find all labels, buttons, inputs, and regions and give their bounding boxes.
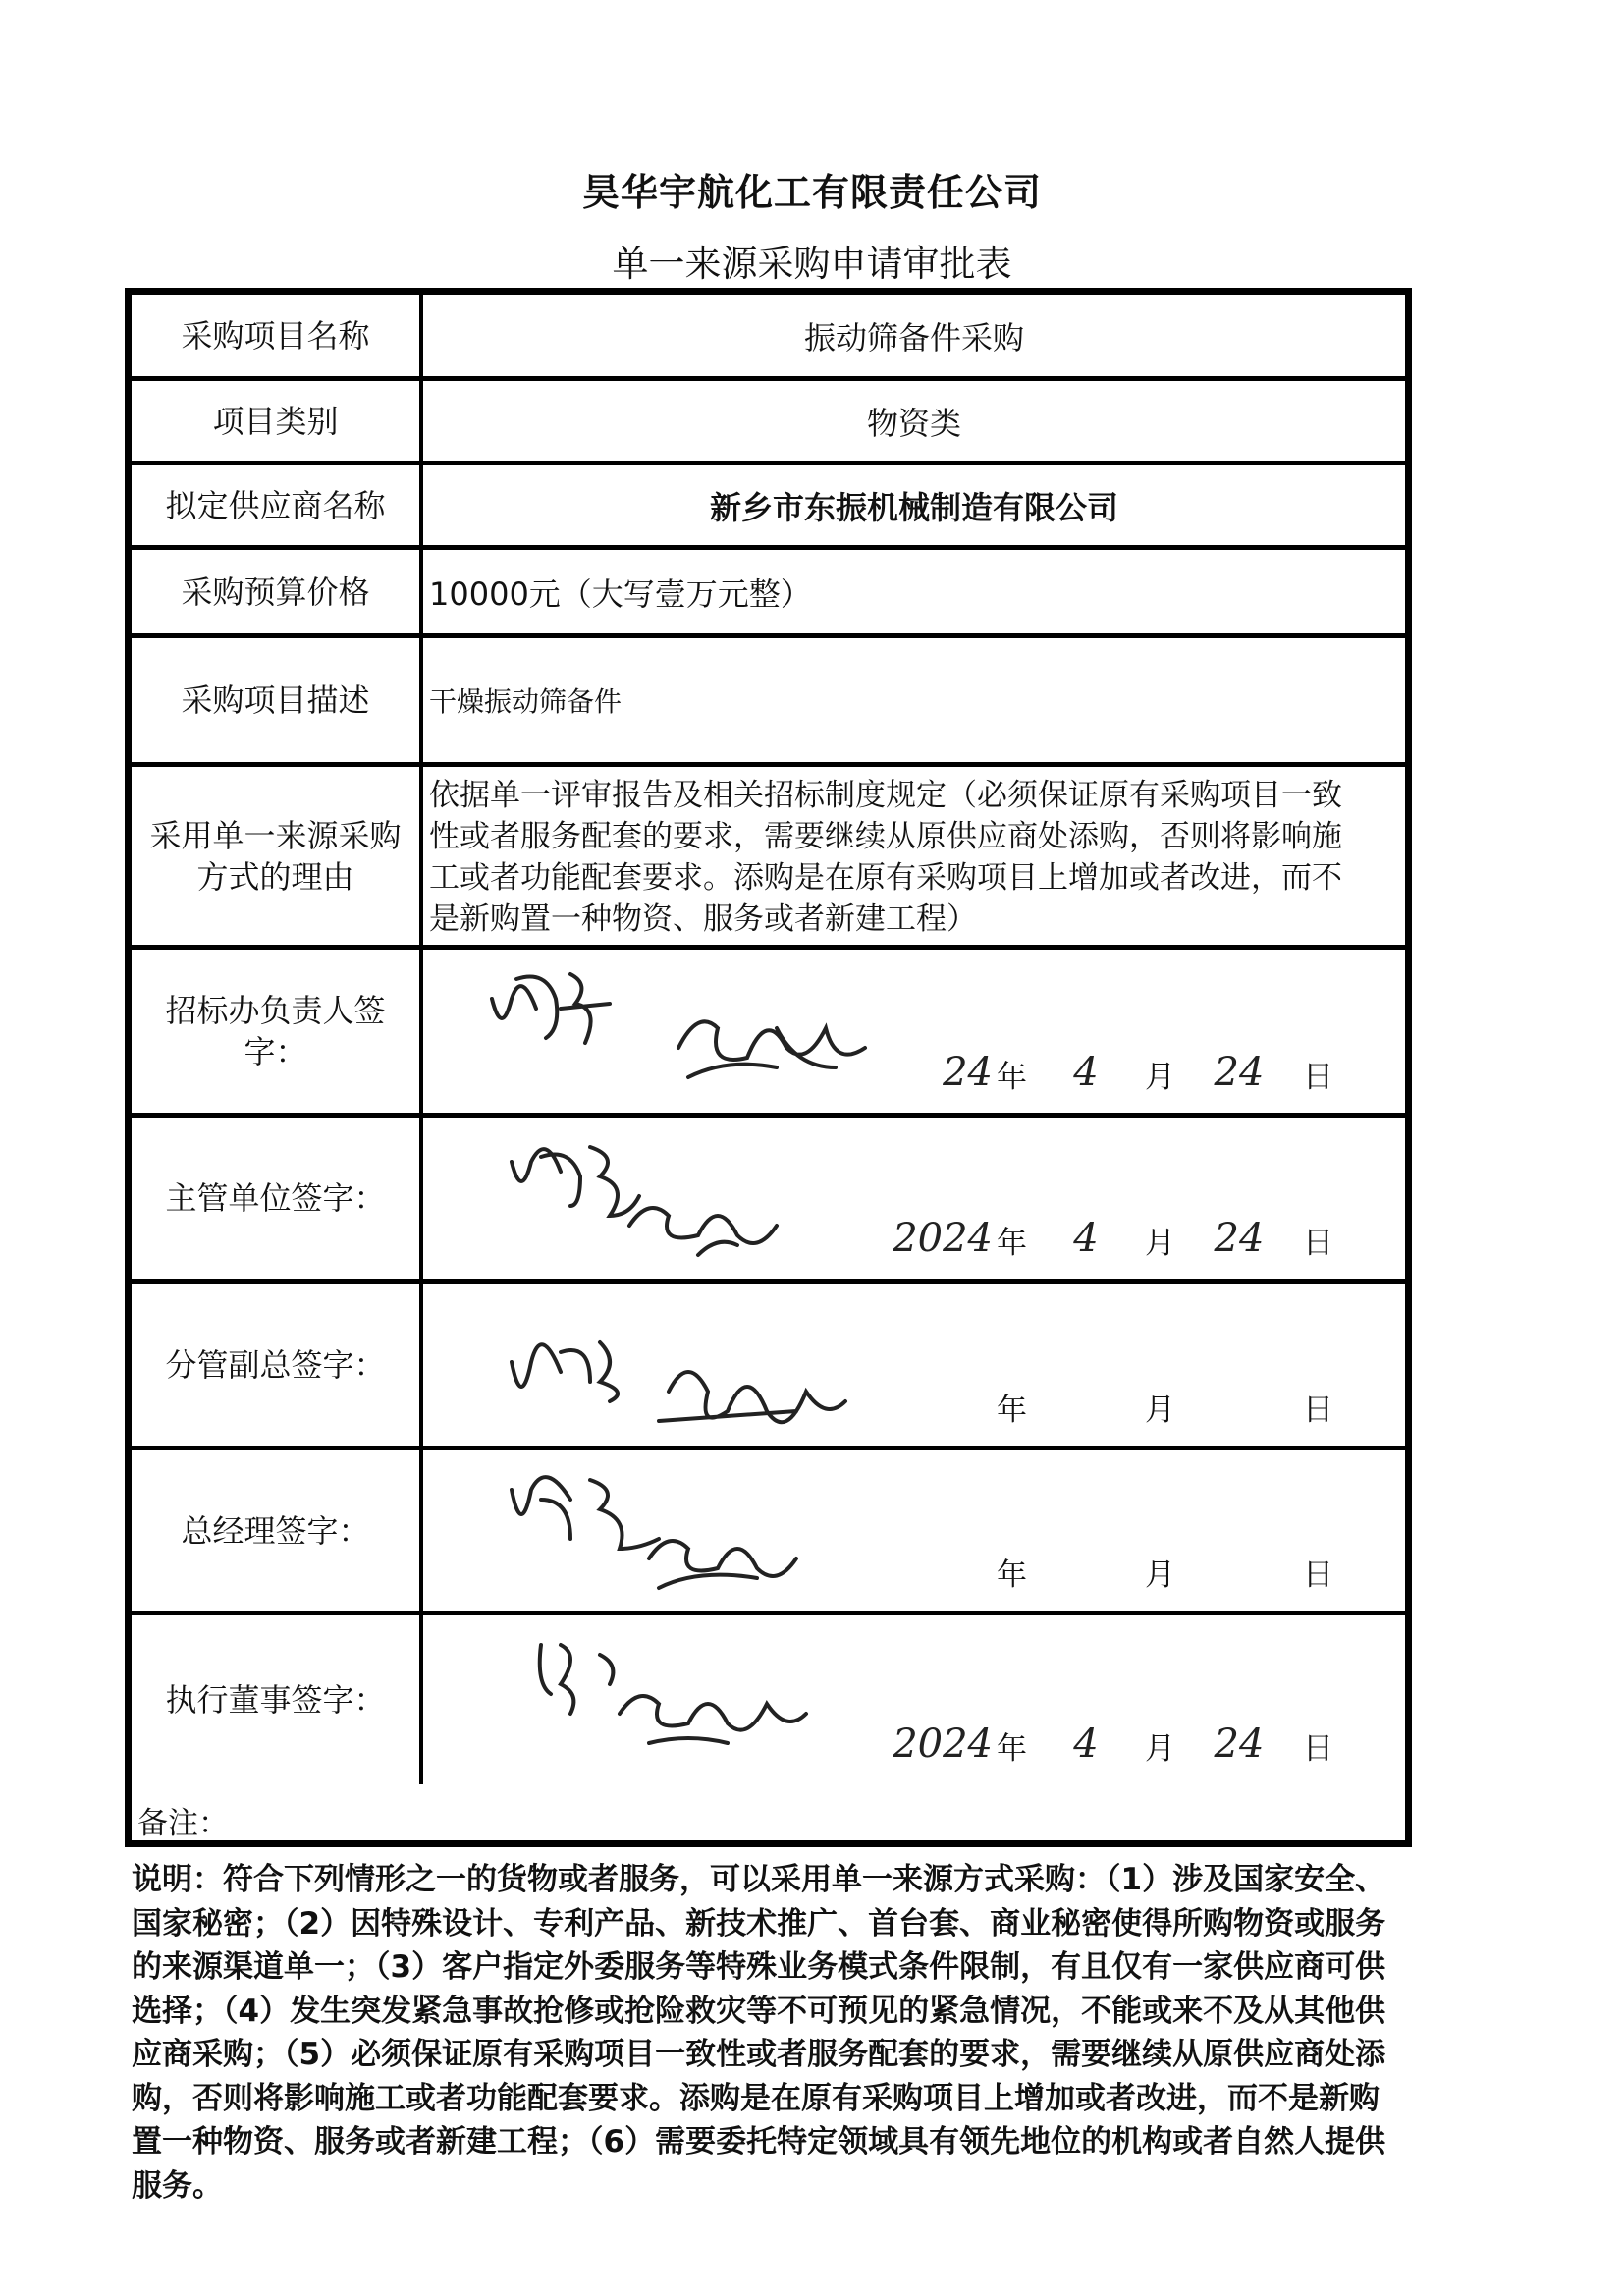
handwritten-day: 24 bbox=[1214, 1050, 1265, 1095]
row-project-category bbox=[132, 381, 1405, 465]
handwritten-signature bbox=[423, 1615, 875, 1784]
field-label: 采购项目名称 bbox=[132, 295, 423, 376]
year-label: 年 bbox=[997, 1393, 1027, 1428]
handwritten-month: 4 bbox=[1073, 1216, 1099, 1261]
remark-label: 备注： bbox=[137, 1806, 229, 1841]
field-label bbox=[132, 767, 423, 945]
row-approval bbox=[132, 1284, 1405, 1450]
row-budget bbox=[132, 550, 1405, 638]
label-line: 分管副总签字： bbox=[165, 1345, 386, 1384]
month-label: 月 bbox=[1145, 1060, 1175, 1095]
handwritten-name bbox=[620, 1696, 806, 1743]
label-line: 字： bbox=[244, 1033, 307, 1070]
form-title: 单一来源采购申请审批表 bbox=[612, 243, 1012, 285]
notes-line: 的来源渠道单一；（3）客户指定外委服务等特殊业务模式条件限制，有且仅有一家供应商可供 bbox=[132, 1949, 1386, 1985]
day-label: 日 bbox=[1303, 1060, 1333, 1095]
notes-line: 置一种物资、服务或者新建工程；（6）需要委托特定领域具有领先地位的机构或者自然人提供 bbox=[132, 2124, 1386, 2159]
field-value: 新乡市东振机械制造有限公司 bbox=[709, 488, 1118, 526]
handwritten-year: 2024 bbox=[893, 1722, 993, 1767]
row-approval bbox=[132, 1118, 1405, 1284]
month-label: 月 bbox=[1145, 1393, 1175, 1428]
month-label: 月 bbox=[1145, 1558, 1175, 1593]
handwritten-day: 24 bbox=[1214, 1722, 1265, 1767]
row-project-name bbox=[132, 295, 1405, 381]
signature-area bbox=[423, 950, 1405, 1113]
field-label: 采购项目描述 bbox=[132, 638, 423, 762]
year-label: 年 bbox=[997, 1731, 1027, 1767]
date-group bbox=[885, 1379, 1397, 1428]
approval-label bbox=[132, 1284, 423, 1446]
handwritten-name bbox=[659, 1372, 845, 1422]
handwritten-year: 2024 bbox=[893, 1216, 993, 1261]
field-value: 10000元（大写壹万元整） bbox=[429, 574, 812, 613]
handwritten-name bbox=[649, 1541, 796, 1588]
handwritten-opinion bbox=[492, 974, 610, 1043]
company-name: 昊华宇航化工有限责任公司 bbox=[581, 171, 1042, 214]
row-supplier bbox=[132, 465, 1405, 550]
label-line: 采用单一来源采购 bbox=[149, 816, 402, 854]
notes bbox=[132, 1858, 1408, 2208]
field-value: 干燥振动筛备件 bbox=[429, 685, 623, 718]
approval-label bbox=[132, 1450, 423, 1611]
handwritten-signature bbox=[423, 1284, 875, 1450]
signature-area bbox=[423, 1118, 1405, 1279]
year-label: 年 bbox=[997, 1060, 1027, 1095]
day-label: 日 bbox=[1303, 1393, 1333, 1428]
row-description bbox=[132, 638, 1405, 767]
approval-table bbox=[125, 288, 1412, 1847]
label-line: 执行董事签字： bbox=[165, 1681, 386, 1719]
notes-line: 国家秘密；（2）因特殊设计、专利产品、新技术推广、首台套、商业秘密使得所购物资或服务 bbox=[132, 1905, 1386, 1941]
handwritten-signature bbox=[423, 950, 875, 1118]
notes-line: 说明：符合下列情形之一的货物或者服务，可以采用单一来源方式采购：（1）涉及国家安全、 bbox=[132, 1862, 1386, 1897]
handwritten-signature bbox=[423, 1118, 875, 1284]
value-line: 性或者服务配套的要求，需要继续从原供应商处添购，否则将影响施 bbox=[429, 819, 1342, 854]
signature-area bbox=[423, 1450, 1405, 1611]
month-label: 月 bbox=[1145, 1226, 1175, 1261]
date-group bbox=[885, 1212, 1397, 1261]
day-label: 日 bbox=[1303, 1226, 1333, 1261]
field-value bbox=[423, 767, 1405, 945]
handwritten-opinion bbox=[512, 1477, 659, 1549]
day-label: 日 bbox=[1303, 1558, 1333, 1593]
field-value: 振动筛备件采购 bbox=[803, 318, 1024, 356]
year-label: 年 bbox=[997, 1558, 1027, 1593]
approval-label bbox=[132, 1118, 423, 1279]
value-line: 依据单一评审报告及相关招标制度规定（必须保证原有采购项目一致 bbox=[429, 778, 1342, 813]
row-approval bbox=[132, 950, 1405, 1118]
year-label: 年 bbox=[997, 1226, 1027, 1261]
notes-line: 服务。 bbox=[132, 2167, 223, 2204]
label-line: 方式的理由 bbox=[196, 857, 354, 896]
date-group bbox=[885, 1544, 1397, 1593]
date-group bbox=[885, 1046, 1397, 1095]
label-line: 总经理签字： bbox=[181, 1511, 370, 1550]
handwritten-signature bbox=[423, 1450, 875, 1615]
approval-label bbox=[132, 1615, 423, 1784]
notes-line: 应商采购；（5）必须保证原有采购项目一致性或者服务配套的要求，需要继续从原供应商处添 bbox=[132, 2037, 1386, 2072]
handwritten-opinion bbox=[540, 1645, 614, 1714]
field-label: 拟定供应商名称 bbox=[132, 465, 423, 545]
field-label: 项目类别 bbox=[132, 381, 423, 461]
value-line: 工或者功能配套要求。添购是在原有采购项目上增加或者改进，而不 bbox=[429, 860, 1342, 896]
handwritten-month: 4 bbox=[1073, 1722, 1099, 1767]
date-group bbox=[885, 1718, 1397, 1767]
handwritten-opinion bbox=[512, 1147, 639, 1216]
notes-line: 购，否则将影响施工或者功能配套要求。添购是在原有采购项目上增加或者改进，而不是新购 bbox=[132, 2080, 1380, 2116]
field-value: 物资类 bbox=[866, 404, 961, 442]
approval-label bbox=[132, 950, 423, 1113]
handwritten-name bbox=[678, 1021, 865, 1077]
label-line: 主管单位签字： bbox=[165, 1179, 386, 1217]
signature-area bbox=[423, 1284, 1405, 1446]
signature-area bbox=[423, 1615, 1405, 1784]
value-line: 是新购置一种物资、服务或者新建工程） bbox=[429, 902, 977, 937]
row-approval bbox=[132, 1615, 1405, 1784]
handwritten-month: 4 bbox=[1073, 1050, 1099, 1095]
row-remark bbox=[132, 1784, 1405, 1840]
row-approval bbox=[132, 1450, 1405, 1615]
field-label: 采购预算价格 bbox=[132, 550, 423, 633]
day-label: 日 bbox=[1303, 1731, 1333, 1767]
handwritten-year: 24 bbox=[943, 1050, 993, 1095]
month-label: 月 bbox=[1145, 1731, 1175, 1767]
handwritten-name bbox=[629, 1208, 777, 1255]
handwritten-day: 24 bbox=[1214, 1216, 1265, 1261]
row-reason bbox=[132, 767, 1405, 950]
label-line: 招标办负责人签 bbox=[165, 992, 386, 1029]
handwritten-opinion bbox=[512, 1342, 618, 1401]
notes-line: 选择；（4）发生突发紧急事故抢修或抢险救灾等不可预见的紧急情况，不能或来不及从其他供 bbox=[132, 1993, 1386, 2029]
